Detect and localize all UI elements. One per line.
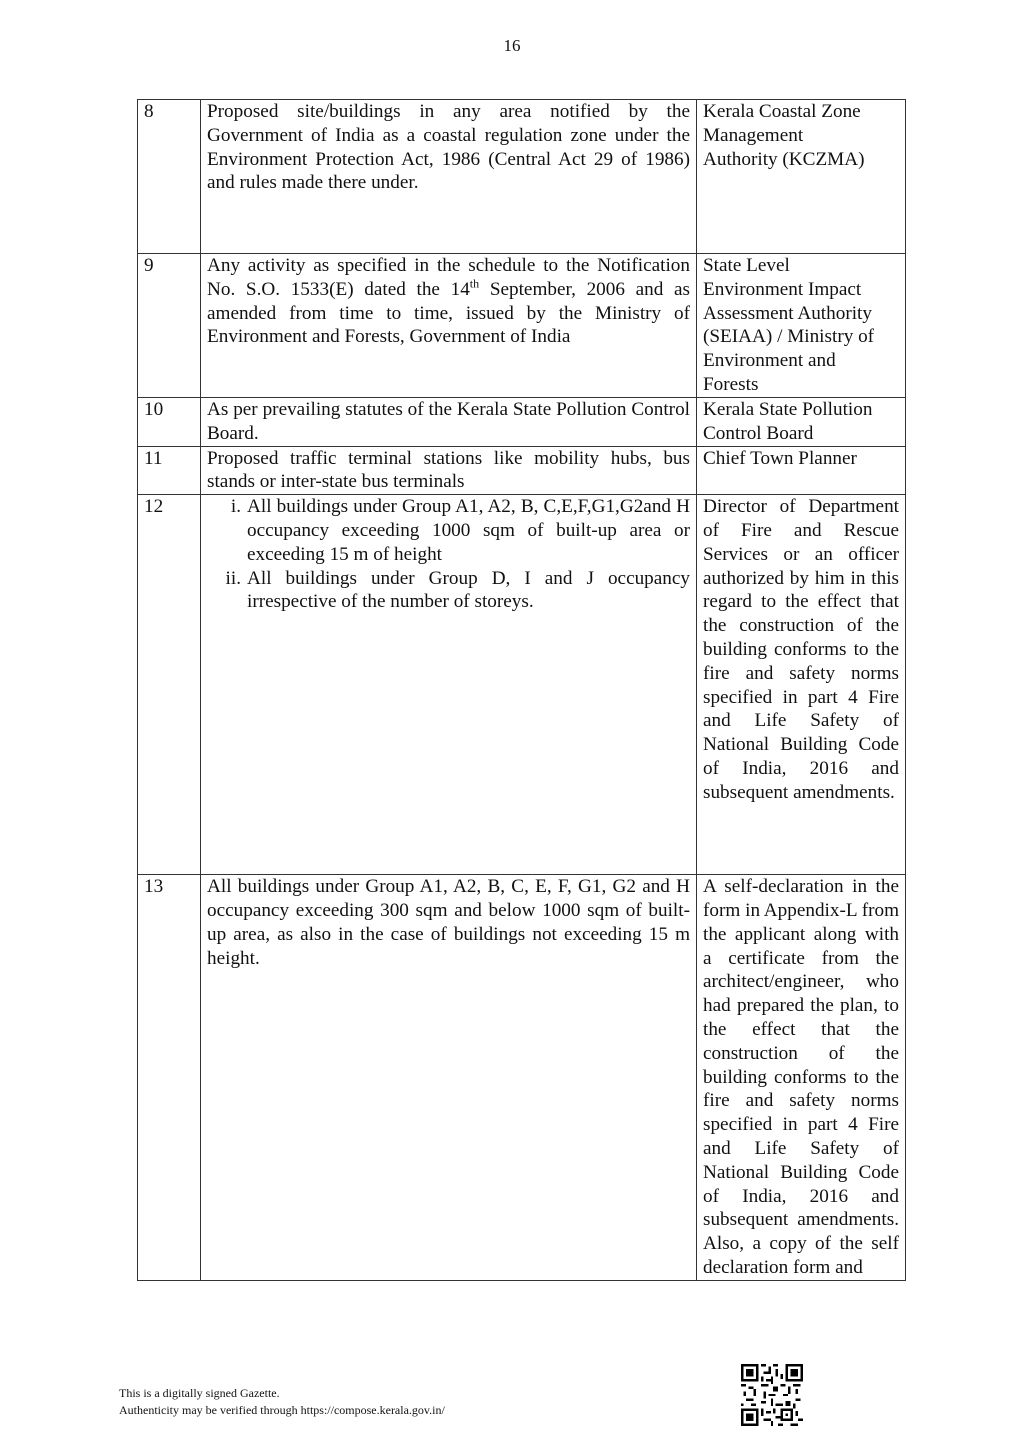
row-authority: [697, 398, 906, 447]
footer-verification-link: Authenticity may be verified through https://compose.kerala.gov.in/: [119, 1403, 445, 1417]
table-row: [138, 495, 906, 875]
row-description: As per prevailing statutes of the Kerala State Pollution Control Board.: [201, 398, 697, 447]
row-number: 11: [138, 446, 201, 495]
description-text: Any activity as specified in the schedule to the Notification No. S.O. 1533(E) dated the 14: [207, 255, 690, 300]
authority-line: Environment and: [703, 350, 836, 372]
authority-line: State Level: [703, 255, 790, 276]
authority-line: (SEIAA) / Ministry of: [703, 326, 875, 348]
table-row: [138, 254, 906, 398]
row-authority: [697, 100, 906, 254]
row-authority: Director of Department of Fire and Rescue Services or an officer authorized by him in this regard to the effect that the construction of the building conforms to the fire and safety norms specified in part 4 Fire and Life Safety of National Building Code of India, 2016 and subsequent amendments.: [697, 495, 906, 875]
description-text: September, 2006 and as amended from time to time, issued by the Ministry of Environment and Forests, Government of India: [207, 278, 690, 348]
row-number: 10: [138, 398, 201, 447]
table-row: [138, 398, 906, 447]
row-description: [201, 254, 697, 398]
authority-line: Control Board: [703, 422, 814, 444]
table-row: [138, 875, 906, 1281]
list-item-text: All buildings under Group A1, A2, B, C,E,F,G1,G2and H occupancy exceeding 1000 sqm of built-up area or exceeding 15 m of height: [247, 496, 690, 565]
authority-line: Environment Impact: [703, 278, 862, 300]
authority-line: Forests: [703, 373, 759, 395]
footer-signed-note: This is a digitally signed Gazette.: [119, 1386, 280, 1400]
authority-line: Chief Town Planner: [703, 447, 857, 469]
table-row: [138, 100, 906, 254]
authority-line: Kerala Coastal Zone: [703, 101, 861, 122]
authority-line: Assessment Authority: [703, 302, 872, 324]
row-number: 13: [138, 875, 201, 1281]
authority-line: Authority (KCZMA): [703, 148, 865, 170]
row-authority: A self-declaration in the form in Appendix-L from the applicant along with a certificate from the architect/engineer, who had prepared the plan, to the effect that the construction of the building conforms to the fire and safety norms specified in part 4 Fire and Life Safety of National Building Code of India, 2016 and subsequent amendments. Also, a copy of the self declaration form and: [697, 875, 906, 1281]
list-marker: i.: [230, 496, 241, 518]
page-number: 16: [503, 36, 521, 55]
row-number: 12: [138, 495, 201, 875]
row-description: Proposed traffic terminal stations like mobility hubs, bus stands or inter-state bus terminals: [201, 446, 697, 495]
list-item: [207, 495, 690, 566]
list-marker: ii.: [225, 567, 241, 589]
table-row: [138, 446, 906, 495]
qr-code-icon: [741, 1364, 803, 1426]
row-authority: [697, 446, 906, 495]
authority-table: [137, 99, 906, 1281]
row-authority: [697, 254, 906, 398]
row-description: All buildings under Group A1, A2, B, C, E, F, G1, G2 and H occupancy exceeding 300 sqm and below 1000 sqm of built-up area, as also in the case of buildings not exceeding 15 m height.: [201, 875, 697, 1281]
footer: [119, 1385, 445, 1419]
row-number: 9: [138, 254, 201, 398]
list-item: [207, 567, 690, 615]
authority-line: Management: [703, 124, 804, 146]
list-item-text: All buildings under Group D, I and J occupancy irrespective of the number of storeys.: [247, 567, 690, 613]
row-number: 8: [138, 100, 201, 254]
authority-line: Kerala State Pollution: [703, 399, 873, 420]
sub-item-list: [207, 495, 690, 614]
row-description: [201, 495, 697, 875]
row-description: Proposed site/buildings in any area notified by the Government of India as a coastal regulation zone under the Environment Protection Act, 1986 (Central Act 29 of 1986) and rules made there under.: [201, 100, 697, 254]
ordinal-suffix: th: [469, 276, 480, 291]
